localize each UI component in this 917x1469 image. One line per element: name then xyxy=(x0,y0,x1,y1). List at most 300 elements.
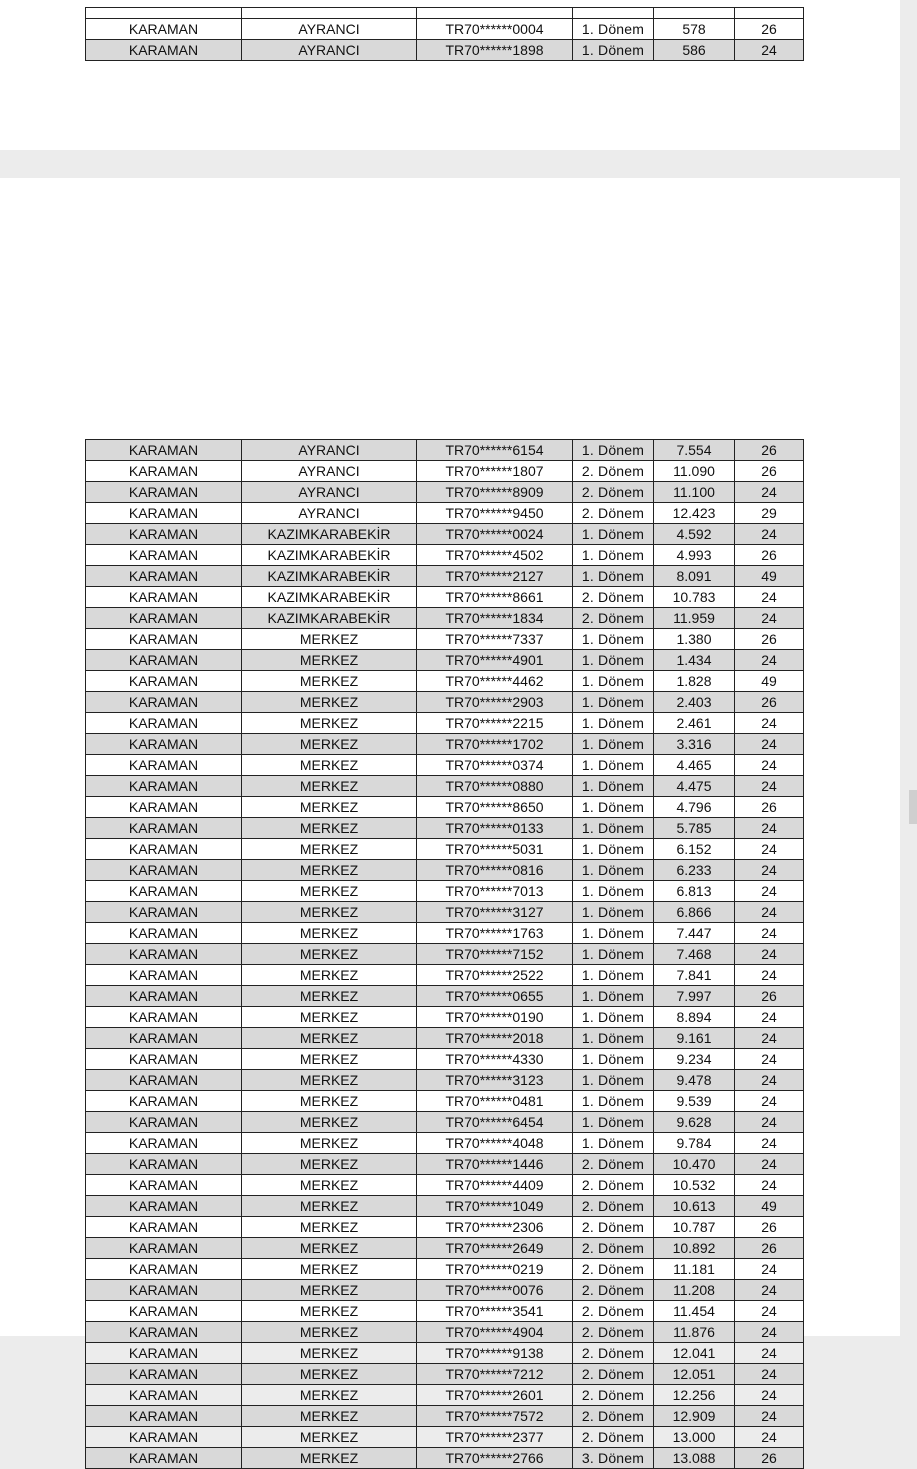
district-cell: MERKEZ xyxy=(242,986,417,1007)
days-cell: 24 xyxy=(735,1322,804,1343)
table-row xyxy=(86,650,804,671)
district-cell: MERKEZ xyxy=(242,734,417,755)
amount-cell: 9.628 xyxy=(654,1112,735,1133)
days-cell: 26 xyxy=(735,797,804,818)
days-cell: 24 xyxy=(735,1070,804,1091)
beneficiary-table-top xyxy=(85,7,804,61)
district-cell: MERKEZ xyxy=(242,1385,417,1406)
district-cell: MERKEZ xyxy=(242,1091,417,1112)
amount-cell: 11.454 xyxy=(654,1301,735,1322)
district-cell: MERKEZ xyxy=(242,1259,417,1280)
amount-cell: 9.539 xyxy=(654,1091,735,1112)
province-cell: KARAMAN xyxy=(86,1427,242,1448)
district-cell: MERKEZ xyxy=(242,650,417,671)
iban-cell: TR70******1446 xyxy=(417,1154,573,1175)
district-cell: MERKEZ xyxy=(242,1280,417,1301)
district-cell: MERKEZ xyxy=(242,1238,417,1259)
table-row xyxy=(86,797,804,818)
province-cell: KARAMAN xyxy=(86,923,242,944)
amount-cell: 2.461 xyxy=(654,713,735,734)
province-cell: KARAMAN xyxy=(86,545,242,566)
iban-cell: TR70******8650 xyxy=(417,797,573,818)
period-cell: 2. Dönem xyxy=(573,1343,654,1364)
district-cell: MERKEZ xyxy=(242,776,417,797)
days-cell: 49 xyxy=(735,566,804,587)
iban-cell: TR70******0374 xyxy=(417,755,573,776)
amount-cell: 11.876 xyxy=(654,1322,735,1343)
province-cell: KARAMAN xyxy=(86,566,242,587)
table-row xyxy=(86,1406,804,1427)
period-cell: 1. Dönem xyxy=(573,1112,654,1133)
table-row-cut xyxy=(86,8,804,19)
iban-cell: TR70******8661 xyxy=(417,587,573,608)
province-cell: KARAMAN xyxy=(86,944,242,965)
table-row xyxy=(86,1259,804,1280)
period-cell: 1. Dönem xyxy=(573,629,654,650)
iban-cell: TR70******3127 xyxy=(417,902,573,923)
province-cell: KARAMAN xyxy=(86,1238,242,1259)
period-cell: 2. Dönem xyxy=(573,1154,654,1175)
district-cell: MERKEZ xyxy=(242,755,417,776)
period-cell: 1. Dönem xyxy=(573,1007,654,1028)
table-row xyxy=(86,1238,804,1259)
days-cell: 24 xyxy=(735,818,804,839)
table-row xyxy=(86,1301,804,1322)
table-row xyxy=(86,1280,804,1301)
province-cell: KARAMAN xyxy=(86,776,242,797)
days-cell: 24 xyxy=(735,482,804,503)
district-cell: MERKEZ xyxy=(242,881,417,902)
period-cell: 2. Dönem xyxy=(573,587,654,608)
district-cell: AYRANCI xyxy=(242,19,417,40)
province-cell: KARAMAN xyxy=(86,671,242,692)
table-row xyxy=(86,776,804,797)
iban-cell: TR70******0219 xyxy=(417,1259,573,1280)
province-cell: KARAMAN xyxy=(86,1385,242,1406)
table-row xyxy=(86,1427,804,1448)
days-cell: 26 xyxy=(735,986,804,1007)
days-cell: 24 xyxy=(735,881,804,902)
days-cell: 26 xyxy=(735,461,804,482)
period-cell: 1. Dönem xyxy=(573,19,654,40)
table-row xyxy=(86,734,804,755)
days-cell: 24 xyxy=(735,713,804,734)
iban-cell: TR70******0004 xyxy=(417,19,573,40)
table-row xyxy=(86,566,804,587)
iban-cell: TR70******9138 xyxy=(417,1343,573,1364)
iban-cell: TR70******2306 xyxy=(417,1217,573,1238)
district-cell: AYRANCI xyxy=(242,482,417,503)
period-cell: 2. Dönem xyxy=(573,1406,654,1427)
iban-cell: TR70******3541 xyxy=(417,1301,573,1322)
table-row xyxy=(86,1154,804,1175)
days-cell: 24 xyxy=(735,1301,804,1322)
period-cell: 1. Dönem xyxy=(573,776,654,797)
district-cell: AYRANCI xyxy=(242,503,417,524)
iban-cell: TR70******7212 xyxy=(417,1364,573,1385)
iban-cell: TR70******1763 xyxy=(417,923,573,944)
amount-cell: 12.051 xyxy=(654,1364,735,1385)
province-cell: KARAMAN xyxy=(86,881,242,902)
province-cell: KARAMAN xyxy=(86,440,242,461)
period-cell: 1. Dönem xyxy=(573,650,654,671)
amount-cell: 1.434 xyxy=(654,650,735,671)
iban-cell: TR70******2766 xyxy=(417,1448,573,1469)
district-cell: MERKEZ xyxy=(242,713,417,734)
days-cell: 26 xyxy=(735,1238,804,1259)
period-cell: 2. Dönem xyxy=(573,1259,654,1280)
district-cell: KAZIMKARABEKİR xyxy=(242,608,417,629)
days-cell: 26 xyxy=(735,629,804,650)
district-cell: MERKEZ xyxy=(242,860,417,881)
period-cell: 1. Dönem xyxy=(573,1028,654,1049)
province-cell: KARAMAN xyxy=(86,692,242,713)
days-cell: 26 xyxy=(735,692,804,713)
province-cell: KARAMAN xyxy=(86,1091,242,1112)
table-row xyxy=(86,440,804,461)
days-cell: 26 xyxy=(735,545,804,566)
province-cell: KARAMAN xyxy=(86,1070,242,1091)
amount-cell: 4.592 xyxy=(654,524,735,545)
period-cell: 2. Dönem xyxy=(573,1196,654,1217)
district-cell: MERKEZ xyxy=(242,692,417,713)
province-cell: KARAMAN xyxy=(86,1112,242,1133)
days-cell: 49 xyxy=(735,671,804,692)
table-row xyxy=(86,1133,804,1154)
iban-cell: TR70******8909 xyxy=(417,482,573,503)
table-row xyxy=(86,1322,804,1343)
province-cell: KARAMAN xyxy=(86,503,242,524)
district-cell: MERKEZ xyxy=(242,839,417,860)
days-cell: 24 xyxy=(735,1007,804,1028)
iban-cell: TR70******1807 xyxy=(417,461,573,482)
amount-cell: 1.828 xyxy=(654,671,735,692)
period-cell: 1. Dönem xyxy=(573,965,654,986)
table-row xyxy=(86,629,804,650)
province-cell: KARAMAN xyxy=(86,1175,242,1196)
days-cell: 24 xyxy=(735,734,804,755)
district-cell: MERKEZ xyxy=(242,1301,417,1322)
iban-cell: TR70******0024 xyxy=(417,524,573,545)
iban-cell: TR70******9450 xyxy=(417,503,573,524)
period-cell: 2. Dönem xyxy=(573,608,654,629)
amount-cell: 5.785 xyxy=(654,818,735,839)
period-cell: 2. Dönem xyxy=(573,1301,654,1322)
table-row xyxy=(86,461,804,482)
amount-cell: 12.041 xyxy=(654,1343,735,1364)
period-cell: 1. Dönem xyxy=(573,671,654,692)
district-cell: MERKEZ xyxy=(242,1448,417,1469)
district-cell: MERKEZ xyxy=(242,965,417,986)
table-row xyxy=(86,839,804,860)
table-row xyxy=(86,1364,804,1385)
scrollbar-thumb[interactable] xyxy=(909,790,917,824)
amount-cell: 13.088 xyxy=(654,1448,735,1469)
district-cell: KAZIMKARABEKİR xyxy=(242,587,417,608)
document-page-bottom xyxy=(0,178,900,1466)
period-cell: 2. Dönem xyxy=(573,1217,654,1238)
province-cell: KARAMAN xyxy=(86,1007,242,1028)
table-body xyxy=(86,440,804,1469)
period-cell: 1. Dönem xyxy=(573,566,654,587)
amount-cell: 12.256 xyxy=(654,1385,735,1406)
iban-cell: TR70******0481 xyxy=(417,1091,573,1112)
district-cell: MERKEZ xyxy=(242,1070,417,1091)
iban-cell: TR70******2903 xyxy=(417,692,573,713)
province-cell: KARAMAN xyxy=(86,40,242,61)
district-cell: KAZIMKARABEKİR xyxy=(242,545,417,566)
province-cell: KARAMAN xyxy=(86,965,242,986)
period-cell: 1. Dönem xyxy=(573,797,654,818)
period-cell: 2. Dönem xyxy=(573,1385,654,1406)
period-cell: 1. Dönem xyxy=(573,40,654,61)
amount-cell: 9.234 xyxy=(654,1049,735,1070)
days-cell: 24 xyxy=(735,524,804,545)
province-cell: KARAMAN xyxy=(86,1154,242,1175)
province-cell: KARAMAN xyxy=(86,1049,242,1070)
iban-cell: TR70******4904 xyxy=(417,1322,573,1343)
days-cell: 29 xyxy=(735,503,804,524)
days-cell: 24 xyxy=(735,650,804,671)
days-cell: 24 xyxy=(735,1280,804,1301)
province-cell: KARAMAN xyxy=(86,1301,242,1322)
table-row xyxy=(86,1196,804,1217)
table-row xyxy=(86,482,804,503)
table-row xyxy=(86,986,804,1007)
amount-cell: 9.478 xyxy=(654,1070,735,1091)
table-row xyxy=(86,524,804,545)
iban-cell: TR70******7013 xyxy=(417,881,573,902)
period-cell: 2. Dönem xyxy=(573,1238,654,1259)
amount-cell: 6.813 xyxy=(654,881,735,902)
table-row xyxy=(86,1112,804,1133)
district-cell: MERKEZ xyxy=(242,818,417,839)
iban-cell: TR70******6454 xyxy=(417,1112,573,1133)
period-cell: 1. Dönem xyxy=(573,839,654,860)
iban-cell: TR70******2522 xyxy=(417,965,573,986)
period-cell: 3. Dönem xyxy=(573,1448,654,1469)
district-cell: AYRANCI xyxy=(242,40,417,61)
period-cell: 1. Dönem xyxy=(573,1070,654,1091)
period-cell: 1. Dönem xyxy=(573,545,654,566)
province-cell: KARAMAN xyxy=(86,461,242,482)
province-cell: KARAMAN xyxy=(86,1364,242,1385)
days-cell: 26 xyxy=(735,19,804,40)
province-cell: KARAMAN xyxy=(86,1280,242,1301)
province-cell: KARAMAN xyxy=(86,1448,242,1469)
amount-cell: 8.894 xyxy=(654,1007,735,1028)
days-cell: 24 xyxy=(735,1133,804,1154)
province-cell: KARAMAN xyxy=(86,608,242,629)
province-cell: KARAMAN xyxy=(86,755,242,776)
amount-cell: 4.475 xyxy=(654,776,735,797)
days-cell: 49 xyxy=(735,1196,804,1217)
province-cell: KARAMAN xyxy=(86,902,242,923)
province-cell: KARAMAN xyxy=(86,1259,242,1280)
table-row xyxy=(86,545,804,566)
period-cell: 1. Dönem xyxy=(573,818,654,839)
amount-cell: 11.181 xyxy=(654,1259,735,1280)
days-cell: 26 xyxy=(735,1448,804,1469)
district-cell: MERKEZ xyxy=(242,1427,417,1448)
amount-cell: 3.316 xyxy=(654,734,735,755)
days-cell: 24 xyxy=(735,1427,804,1448)
district-cell: MERKEZ xyxy=(242,902,417,923)
district-cell: MERKEZ xyxy=(242,1364,417,1385)
table-row xyxy=(86,923,804,944)
district-cell: MERKEZ xyxy=(242,671,417,692)
iban-cell: TR70******2649 xyxy=(417,1238,573,1259)
days-cell: 24 xyxy=(735,1364,804,1385)
amount-cell: 12.423 xyxy=(654,503,735,524)
table-row xyxy=(86,902,804,923)
province-cell: KARAMAN xyxy=(86,1343,242,1364)
days-cell: 24 xyxy=(735,1343,804,1364)
amount-cell: 4.993 xyxy=(654,545,735,566)
table-row xyxy=(86,1070,804,1091)
period-cell: 1. Dönem xyxy=(573,1049,654,1070)
beneficiary-table xyxy=(85,439,804,1469)
days-cell: 24 xyxy=(735,776,804,797)
table-row xyxy=(86,1091,804,1112)
amount-cell: 10.787 xyxy=(654,1217,735,1238)
days-cell: 24 xyxy=(735,1049,804,1070)
amount-cell: 7.841 xyxy=(654,965,735,986)
iban-cell: TR70******7337 xyxy=(417,629,573,650)
district-cell: MERKEZ xyxy=(242,1007,417,1028)
province-cell: KARAMAN xyxy=(86,818,242,839)
period-cell: 2. Dönem xyxy=(573,482,654,503)
district-cell: MERKEZ xyxy=(242,797,417,818)
days-cell: 24 xyxy=(735,1385,804,1406)
table-row xyxy=(86,671,804,692)
iban-cell: TR70******0816 xyxy=(417,860,573,881)
province-cell: KARAMAN xyxy=(86,1133,242,1154)
document-page-top xyxy=(0,0,900,150)
days-cell: 26 xyxy=(735,440,804,461)
amount-cell: 586 xyxy=(654,40,735,61)
amount-cell: 4.796 xyxy=(654,797,735,818)
days-cell: 24 xyxy=(735,902,804,923)
amount-cell: 9.161 xyxy=(654,1028,735,1049)
amount-cell: 6.233 xyxy=(654,860,735,881)
period-cell: 2. Dönem xyxy=(573,1322,654,1343)
district-cell: MERKEZ xyxy=(242,944,417,965)
district-cell: MERKEZ xyxy=(242,629,417,650)
iban-cell: TR70******4502 xyxy=(417,545,573,566)
days-cell: 24 xyxy=(735,944,804,965)
days-cell: 24 xyxy=(735,1154,804,1175)
amount-cell: 11.959 xyxy=(654,608,735,629)
iban-cell: TR70******3123 xyxy=(417,1070,573,1091)
iban-cell: TR70******2377 xyxy=(417,1427,573,1448)
district-cell: KAZIMKARABEKİR xyxy=(242,524,417,545)
province-cell: KARAMAN xyxy=(86,587,242,608)
table-row xyxy=(86,503,804,524)
amount-cell: 11.090 xyxy=(654,461,735,482)
table-row xyxy=(86,587,804,608)
iban-cell: TR70******1898 xyxy=(417,40,573,61)
amount-cell: 578 xyxy=(654,19,735,40)
period-cell: 2. Dönem xyxy=(573,1427,654,1448)
province-cell: KARAMAN xyxy=(86,1217,242,1238)
iban-cell: TR70******1702 xyxy=(417,734,573,755)
district-cell: KAZIMKARABEKİR xyxy=(242,566,417,587)
period-cell: 1. Dönem xyxy=(573,713,654,734)
amount-cell: 7.447 xyxy=(654,923,735,944)
days-cell: 24 xyxy=(735,1175,804,1196)
amount-cell: 9.784 xyxy=(654,1133,735,1154)
days-cell: 24 xyxy=(735,1112,804,1133)
amount-cell: 4.465 xyxy=(654,755,735,776)
amount-cell: 10.532 xyxy=(654,1175,735,1196)
days-cell: 24 xyxy=(735,1259,804,1280)
days-cell: 24 xyxy=(735,860,804,881)
iban-cell: TR70******0880 xyxy=(417,776,573,797)
district-cell: MERKEZ xyxy=(242,1322,417,1343)
period-cell: 2. Dönem xyxy=(573,1280,654,1301)
table-row xyxy=(86,965,804,986)
amount-cell: 7.554 xyxy=(654,440,735,461)
days-cell: 24 xyxy=(735,923,804,944)
table-row xyxy=(86,1217,804,1238)
iban-cell: TR70******1834 xyxy=(417,608,573,629)
days-cell: 24 xyxy=(735,1406,804,1427)
district-cell: AYRANCI xyxy=(242,461,417,482)
district-cell: MERKEZ xyxy=(242,1112,417,1133)
period-cell: 1. Dönem xyxy=(573,734,654,755)
province-cell: KARAMAN xyxy=(86,1028,242,1049)
table-row xyxy=(86,608,804,629)
period-cell: 1. Dönem xyxy=(573,860,654,881)
period-cell: 1. Dönem xyxy=(573,944,654,965)
period-cell: 1. Dönem xyxy=(573,1133,654,1154)
province-cell: KARAMAN xyxy=(86,797,242,818)
table-row xyxy=(86,818,804,839)
table-row xyxy=(86,1028,804,1049)
district-cell: MERKEZ xyxy=(242,1154,417,1175)
amount-cell: 1.380 xyxy=(654,629,735,650)
period-cell: 2. Dönem xyxy=(573,1175,654,1196)
iban-cell: TR70******0655 xyxy=(417,986,573,1007)
days-cell: 24 xyxy=(735,965,804,986)
amount-cell: 10.613 xyxy=(654,1196,735,1217)
table-row xyxy=(86,944,804,965)
district-cell: MERKEZ xyxy=(242,923,417,944)
amount-cell: 8.091 xyxy=(654,566,735,587)
iban-cell: TR70******6154 xyxy=(417,440,573,461)
period-cell: 1. Dönem xyxy=(573,524,654,545)
province-cell: KARAMAN xyxy=(86,629,242,650)
district-cell: MERKEZ xyxy=(242,1343,417,1364)
iban-cell: TR70******0076 xyxy=(417,1280,573,1301)
period-cell: 1. Dönem xyxy=(573,755,654,776)
table-row xyxy=(86,1385,804,1406)
period-cell: 2. Dönem xyxy=(573,1364,654,1385)
table-body-top xyxy=(86,8,804,61)
province-cell: KARAMAN xyxy=(86,1196,242,1217)
district-cell: MERKEZ xyxy=(242,1175,417,1196)
province-cell: KARAMAN xyxy=(86,713,242,734)
iban-cell: TR70******2215 xyxy=(417,713,573,734)
province-cell: KARAMAN xyxy=(86,986,242,1007)
period-cell: 1. Dönem xyxy=(573,902,654,923)
iban-cell: TR70******0190 xyxy=(417,1007,573,1028)
amount-cell: 7.997 xyxy=(654,986,735,1007)
period-cell: 1. Dönem xyxy=(573,440,654,461)
amount-cell: 6.152 xyxy=(654,839,735,860)
province-cell: KARAMAN xyxy=(86,860,242,881)
